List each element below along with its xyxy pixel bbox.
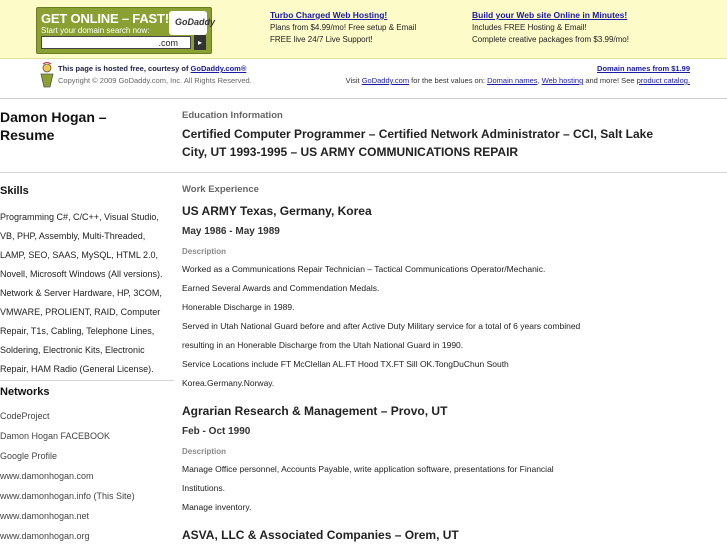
section-divider — [0, 172, 727, 173]
hosted-notice — [58, 64, 246, 73]
education-line: City, UT 1993-1995 – US ARMY COMMUNICATIONS REPAIR — [182, 145, 519, 159]
description-line: Served in Utah National Guard before and after Active Duty Military service for a total of 6 years combined — [182, 321, 581, 331]
job-description — [182, 260, 722, 393]
network-link[interactable]: www.damonhogan.org — [0, 531, 90, 541]
description-line: Worked as a Communications Repair Technician – Tactical Communications Operator/Mechanic. — [182, 264, 546, 274]
network-link[interactable]: www.damonhogan.net — [0, 511, 90, 521]
education-line: Certified Computer Programmer – Certified Network Administrator – CCI, Salt Lake — [182, 127, 653, 141]
site-title-line: Resume — [0, 127, 55, 143]
godaddy-mascot-icon — [38, 62, 56, 88]
site-title-line: Damon Hogan – — [0, 109, 107, 125]
description-label: Description — [182, 447, 227, 456]
job-title: Agrarian Research & Management – Provo, UT — [182, 404, 448, 418]
job-dates: Feb - Oct 1990 — [182, 426, 251, 437]
job-title: ASVA, LLC & Associated Companies – Orem, UT — [182, 528, 459, 542]
section-divider — [0, 380, 174, 381]
hosted-godaddy-link[interactable]: GoDaddy.com® — [190, 64, 247, 73]
description-line: Manage inventory. — [182, 502, 252, 512]
network-link[interactable]: CodeProject — [0, 411, 50, 421]
values-text: and more! See — [583, 76, 637, 85]
ad-column-hosting — [270, 9, 416, 46]
godaddy-values-text — [346, 76, 690, 85]
web-hosting-link[interactable]: Web hosting — [541, 76, 584, 85]
godaddy-logo — [169, 11, 216, 35]
description-line: Honerable Discharge in 1989. — [182, 302, 295, 312]
job-description — [182, 460, 722, 517]
domain-search-input[interactable]: .com — [41, 36, 191, 49]
ad-text: FREE live 24/7 Live Support! — [270, 35, 373, 44]
copyright-text: Copyright © 2009 GoDaddy.com, Inc. All Rights Reserved. — [58, 76, 252, 85]
description-line: Manage Office personnel, Accounts Payable, write application software, presentations for Financial — [182, 464, 554, 474]
ad-column-website — [472, 9, 629, 46]
job-title: US ARMY Texas, Germany, Korea — [182, 204, 372, 218]
description-line: Earned Several Awards and Commendation Medals. — [182, 283, 380, 293]
skills-line: Network & Server Hardware, HP, 3COM, — [0, 288, 162, 298]
description-label: Description — [182, 247, 227, 256]
skills-line: VB, PHP, Assembly, Multi-Threaded, — [0, 231, 146, 241]
network-link[interactable]: www.damonhogan.com — [0, 471, 94, 481]
ad-text: Includes FREE Hosting & Email! — [472, 23, 587, 32]
work-experience-label: Work Experience — [182, 184, 259, 195]
networks-list — [0, 406, 135, 546]
sidebar — [0, 108, 176, 541]
description-line: Institutions. — [182, 483, 225, 493]
skills-line: LAMP, SEO, SAAS, MySQL, HTML 2.0, — [0, 250, 159, 260]
education-label: Education Information — [182, 110, 283, 121]
network-link[interactable]: Damon Hogan FACEBOOK — [0, 431, 111, 441]
description-line: resulting in an Honerable Discharge from the Utah National Guard in 1990. — [182, 340, 464, 350]
skills-line: Programming C#, C/C++, Visual Studio, — [0, 212, 159, 222]
skills-list — [0, 208, 178, 379]
ad-text: Complete creative packages from $3.99/mo! — [472, 35, 629, 44]
godaddy-ad-title: GET ONLINE – FAST! — [41, 11, 169, 26]
domain-names-text-link[interactable]: Domain names — [487, 76, 538, 85]
domain-search-go-button[interactable]: ▸ — [194, 35, 206, 50]
values-text: , — [537, 76, 542, 85]
description-line: Service Locations include FT McClellan AL.FT Hood TX.FT Sill OK.TongDuChun South — [182, 359, 509, 369]
domain-search-widget[interactable] — [36, 7, 216, 54]
godaddy-ad-banner — [0, 0, 727, 59]
network-link[interactable]: Google Profile — [0, 451, 58, 461]
skills-line: VMWARE, PROLIENT, RAID, Computer — [0, 307, 161, 317]
values-text: for the best values on: — [409, 76, 488, 85]
skills-heading: Skills — [0, 185, 29, 197]
job-dates: May 1986 - May 1989 — [182, 226, 280, 237]
networks-heading: Networks — [0, 386, 50, 398]
ad-text: Plans from $4.99/mo! Free setup & Email — [270, 23, 417, 32]
description-line: Korea.Germany.Norway. — [182, 378, 275, 388]
site-title — [0, 108, 176, 144]
hosted-notice-bar — [0, 60, 727, 99]
godaddy-ad-subtitle: Start your domain search now: — [41, 26, 150, 35]
education-text — [182, 125, 712, 161]
skills-line: Novell, Microsoft Windows (All versions). — [0, 269, 163, 279]
skills-line: Repair, HAM Radio (General License). — [0, 364, 154, 374]
ad-link-hosting[interactable]: Turbo Charged Web Hosting! — [270, 10, 388, 20]
skills-line: Repair, T1s, Cabling, Telephone Lines, — [0, 326, 155, 336]
godaddy-link[interactable]: GoDaddy.com — [361, 76, 410, 85]
network-link[interactable]: www.damonhogan.info (This Site) — [0, 491, 135, 501]
godaddy-logo-text: GoDaddy — [175, 17, 216, 27]
values-text: Visit — [345, 76, 362, 85]
skills-line: Soldering, Electronic Kits, Electronic — [0, 345, 145, 355]
product-catalog-link[interactable]: product catalog. — [636, 76, 690, 85]
hosted-text: This page is hosted free, courtesy of — [58, 64, 191, 73]
ad-link-website[interactable]: Build your Web site Online in Minutes! — [472, 10, 628, 20]
domain-names-link[interactable]: Domain names from $1.99 — [597, 64, 690, 73]
